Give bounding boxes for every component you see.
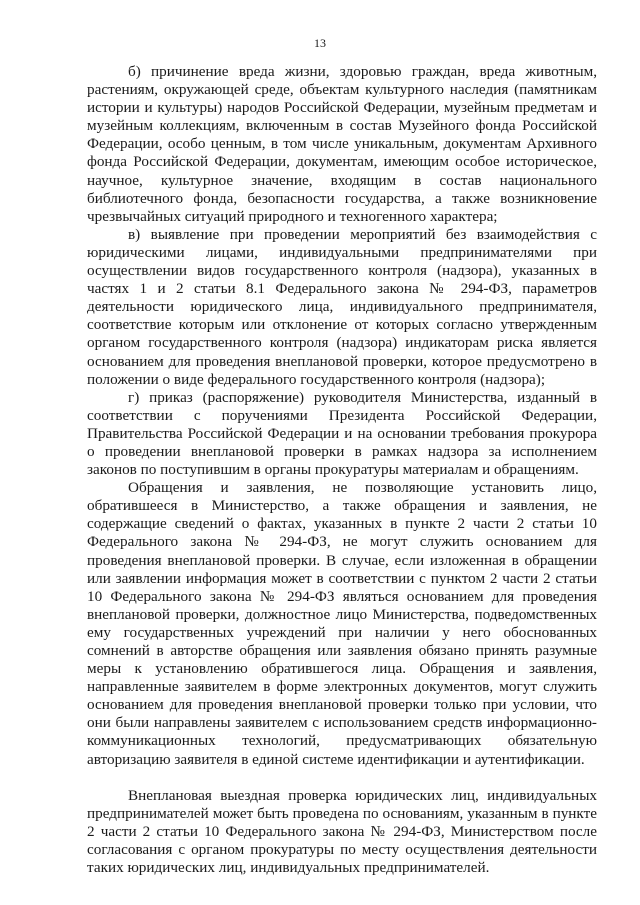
page-number: 13 [314,36,326,50]
paragraph-g: г) приказ (распоряжение) руководителя Министерства, изданный в соответствии с поручениями Президента Российской Федерации, Правительства Российской Федерации и на основании требования прокурора о проведении внеплановой проверки в рамках надзора за исполнением законов по поступившим в органы прокуратуры материалам и обращениям. [87,388,597,479]
document-body [87,63,597,877]
paragraph-unscheduled-inspection: Внеплановая выездная проверка юридических лиц, индивидуальных предпринимателей может быть проведена по основаниям, указанным в пункте 2 части 2 статьи 10 Федерального закона № 294-ФЗ, Министерством после согласования с органом прокуратуры по месту осуществления деятельности таких юридических лиц, индивидуальных предпринимателей. [87,786,597,877]
paragraph-b: б) причинение вреда жизни, здоровью граждан, вреда животным, растениям, окружающей среде, объектам культурного наследия (памятникам истории и культуры) народов Российской Федерации, музейным предметам и музейным коллекциям, включенным в состав Музейного фонда Российской Федерации, особо ценным, в том числе уникальным, документам Архивного фонда Российской Федерации, документам, имеющим особое историческое, научное, культурное значение, входящим в состав национального библиотечного фонда, безопасности государства, а также возникновение чрезвычайных ситуаций природного и техногенного характера; [87,63,597,225]
paragraph-v: в) выявление при проведении мероприятий без взаимодействия с юридическими лицами, индивидуальными предпринимателями при осуществлении видов государственного контроля (надзора), указанных в частях 1 и 2 статьи 8.1 Федерального закона № 294-ФЗ, параметров деятельности юридического лица, индивидуального предпринимателя, соответствие которым или отклонение от которых согласно утвержденным органом государственного контроля (надзора) индикаторам риска является основанием для проведения внеплановой проверки, которое предусмотрено в положении о виде федерального государственного контроля (надзора); [87,225,597,388]
paragraph-appeals: Обращения и заявления, не позволяющие установить лицо, обратившееся в Министерство, а также обращения и заявления, не содержащие сведений о фактах, указанных в пункте 2 части 2 статьи 10 Федерального закона № 294-ФЗ, не могут служить основанием для проведения внеплановой проверки. В случае, если изложенная в обращении или заявлении информация может в соответствии с пунктом 2 части 2 статьи 10 Федерального закона № 294-ФЗ являться основанием для проведения внеплановой проверки, должностное лицо Министерства, подведомственных ему государственных учреждений при наличии у него обоснованных сомнений в авторстве обращения или заявления обязано принять разумные меры к установлению обратившегося лица. Обращения и заявления, направленные заявителем в форме электронных документов, могут служить основанием для проведения внеплановой проверки только при условии, что они были направлены заявителем с использованием средств информационно-коммуникационных технологий, предусматривающих обязательную авторизацию заявителя в единой системе идентификации и аутентификации. [87,479,597,768]
